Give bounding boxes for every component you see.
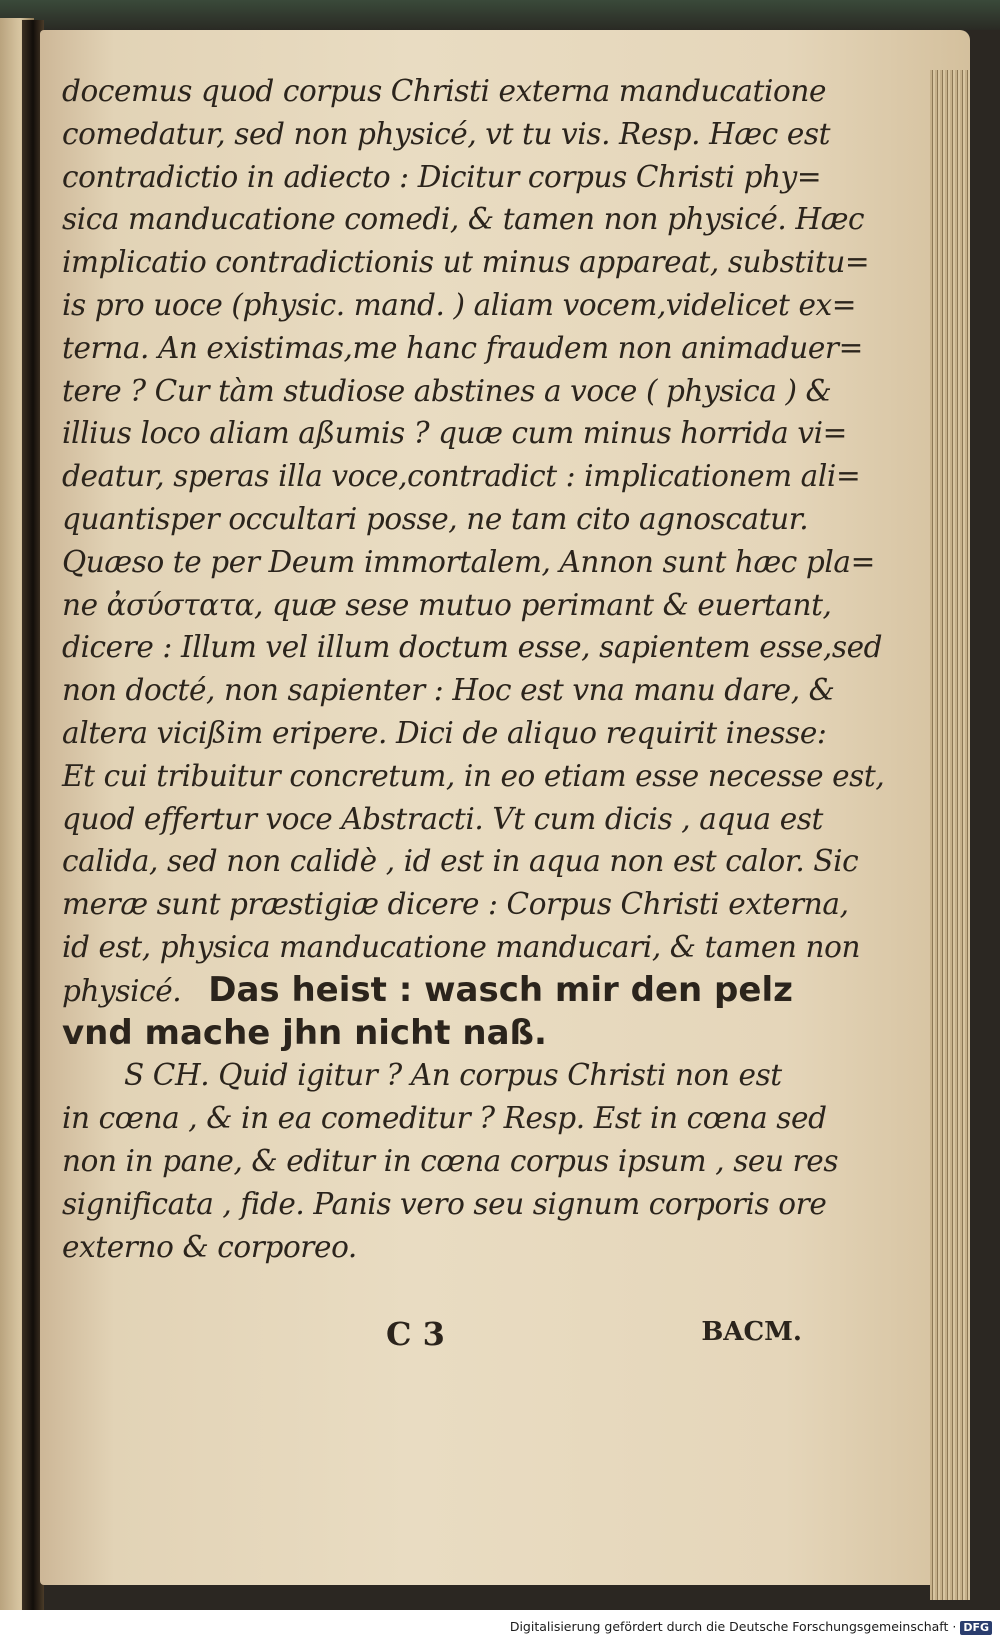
text-line: id est, physica manducatione manducari, & tamen non [62,929,861,964]
text-line: comedatur, sed non physicé, vt tu vis. Resp. Hæc est [62,116,831,151]
text-line: Quæso te per Deum immortalem, Annon sunt hæc pla= [62,544,875,579]
page-edges [930,70,970,1600]
text-line: in cœna , & in ea comeditur ? Resp. Est in cœna sed [62,1101,827,1136]
text-line: contradictio in adiecto : Dicitur corpus Christi phy= [62,159,822,194]
blackletter-line: vnd mache jhn nicht naß. [62,1012,547,1053]
funding-credit [510,1619,992,1635]
signature-mark: C 3 [386,1315,445,1353]
blackletter-text: Das heist : wasch mir den pelz [208,969,793,1010]
mixed-line [62,969,822,1012]
text-line: altera vicißim eripere. Dici de aliquo requirit inesse: [62,715,827,750]
book-top-edge [0,0,1000,30]
page-text [62,70,885,1268]
text-line: Et cui tribuitur concretum, in eo etiam esse necesse est, [62,758,885,793]
text-line: terna. An existimas,me hanc fraudem non animaduer= [62,330,863,365]
text-line: illius loco aliam aßumis ? quæ cum minus horrida vi= [62,416,847,451]
credit-bar [0,1610,1000,1642]
text-line: meræ sunt præstigiæ dicere : Corpus Christi externa, [62,887,849,922]
text-line: non docté, non sapienter : Hoc est vna manu dare, & [62,673,835,708]
text-line: tere ? Cur tàm studiose abstines a voce ( physica ) & [62,373,832,408]
text-line: dicere : Illum vel illum doctum esse, sapientem esse,sed [62,630,883,665]
text-line: sica manducatione comedi, & tamen non physicé. Hæc [62,202,865,237]
text-line: implicatio contradictionis ut minus appareat, substitu= [62,245,870,280]
text-line: non in pane, & editur in cœna corpus ipsum , seu res [62,1143,839,1178]
page-footer [62,1315,802,1359]
text-line: calida, sed non calidè , id est in aqua non est calor. Sic [62,844,859,879]
text-line: S CH. Quid igitur ? An corpus Christi non est [124,1058,782,1093]
text-line: is pro uoce (physic. mand. ) aliam vocem,videlicet ex= [62,287,857,322]
text-line: quod effertur voce Abstracti. Vt cum dicis , aqua est [62,801,823,836]
credit-text: Digitalisierung gefördert durch die Deutsche Forschungsgemeinschaft · [509,1619,957,1634]
latin-word: physicé. [62,973,182,1008]
text-line: significata , fide. Panis vero seu signum corporis ore [62,1186,827,1221]
text-line: docemus quod corpus Christi externa manducatione [62,74,827,108]
text-line: deatur, speras illa voce,contradict : implicationem ali= [62,459,861,494]
dfg-logo: DFG [960,1621,992,1635]
text-line: quantisper occultari posse, ne tam cito agnoscatur. [62,501,809,536]
text-line: ne ἀσύστατα, quæ sese mutuo perimant & euertant, [62,587,832,622]
text-line: externo & corporeo. [62,1229,357,1264]
catchword: BACM. [701,1317,802,1347]
